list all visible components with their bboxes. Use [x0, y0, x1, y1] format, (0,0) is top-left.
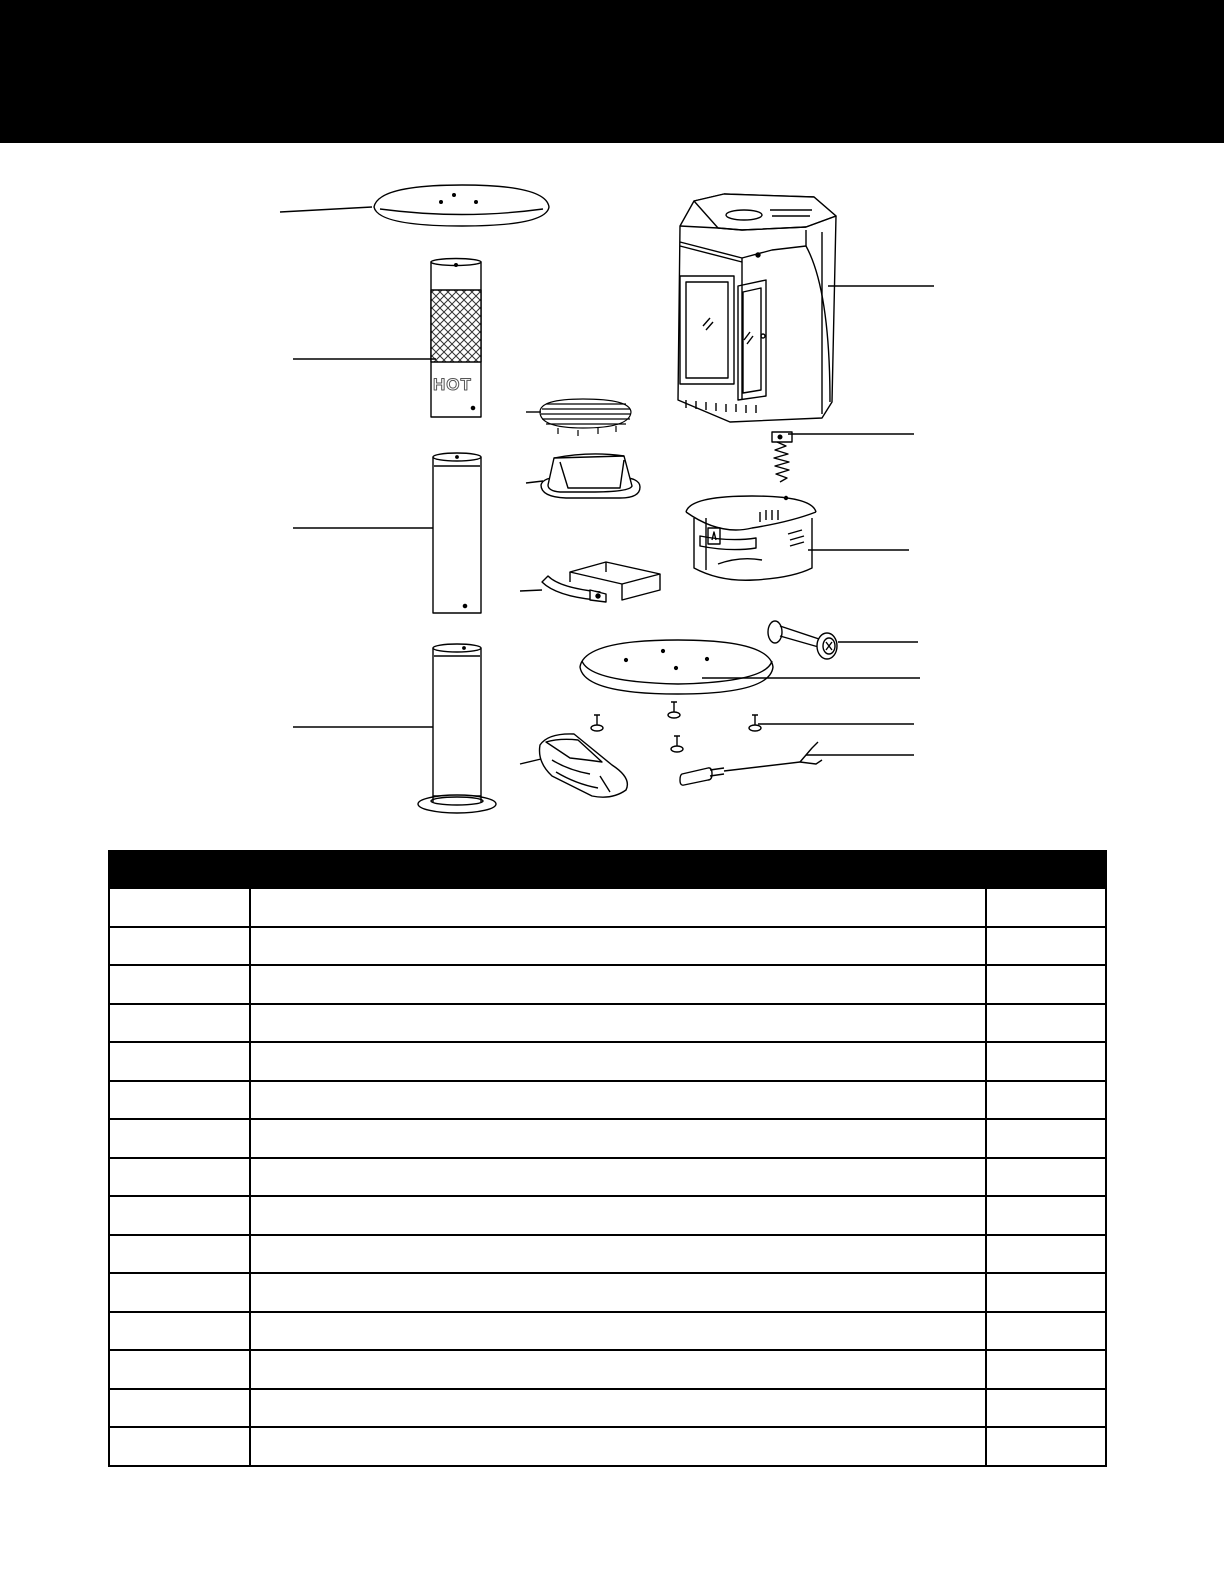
table-row [109, 965, 1106, 1004]
table-row [109, 1273, 1106, 1312]
cell-part-number [109, 1312, 250, 1351]
wheel-axle [768, 621, 837, 659]
table-row [109, 1119, 1106, 1158]
base-plate [580, 640, 773, 694]
igniter-rod [680, 742, 822, 785]
table-header-row [109, 851, 1106, 888]
firebox-housing [678, 194, 836, 422]
parts-table [108, 850, 1107, 1467]
table-row [109, 1389, 1106, 1428]
cell-description [250, 927, 986, 966]
cell-part-number [109, 927, 250, 966]
cell-description [250, 1042, 986, 1081]
parts-diagram [0, 143, 1224, 850]
cell-description [250, 1427, 986, 1466]
igniter-spring [772, 432, 792, 482]
cell-quantity [986, 1427, 1106, 1466]
cell-quantity [986, 1389, 1106, 1428]
cell-part-number [109, 1081, 250, 1120]
cell-part-number [109, 1427, 250, 1466]
cell-description [250, 1350, 986, 1389]
cell-quantity [986, 1119, 1106, 1158]
cell-description [250, 1119, 986, 1158]
middle-tube [433, 453, 481, 613]
cell-quantity [986, 1004, 1106, 1043]
header-band [0, 0, 1224, 143]
cell-description [250, 888, 986, 927]
cell-part-number [109, 1004, 250, 1043]
column-header-description [250, 851, 986, 888]
cell-part-number [109, 965, 250, 1004]
cell-quantity [986, 1196, 1106, 1235]
table-row [109, 1004, 1106, 1043]
cell-quantity [986, 1312, 1106, 1351]
grate [540, 399, 631, 436]
cell-description [250, 1273, 986, 1312]
top-cap [374, 185, 549, 226]
cell-part-number [109, 1350, 250, 1389]
table-row [109, 1427, 1106, 1466]
column-header-part-number [109, 851, 250, 888]
hot-label: HOT [433, 375, 472, 394]
cover-bag [540, 734, 628, 797]
cell-quantity [986, 927, 1106, 966]
leveling-foot [591, 702, 761, 752]
cell-description [250, 1235, 986, 1274]
table-row [109, 1042, 1106, 1081]
cell-quantity [986, 965, 1106, 1004]
bracket [542, 562, 660, 602]
cell-description [250, 1312, 986, 1351]
cell-part-number [109, 1389, 250, 1428]
oval-tray [541, 454, 640, 498]
cell-description [250, 1196, 986, 1235]
cell-description [250, 1004, 986, 1043]
cell-part-number [109, 1273, 250, 1312]
table-row [109, 1312, 1106, 1351]
column-header-quantity [986, 851, 1106, 888]
cell-description [250, 965, 986, 1004]
cell-quantity [986, 1235, 1106, 1274]
table-row [109, 888, 1106, 927]
table-row [109, 1196, 1106, 1235]
bottom-tube [418, 644, 496, 813]
cell-quantity [986, 888, 1106, 927]
table-row [109, 1350, 1106, 1389]
table-row [109, 927, 1106, 966]
cell-quantity [986, 1350, 1106, 1389]
burner-basket [686, 496, 816, 580]
hot-mesh-tube [431, 259, 481, 418]
cell-description [250, 1081, 986, 1120]
cell-part-number [109, 1042, 250, 1081]
table-row [109, 1235, 1106, 1274]
cell-part-number [109, 888, 250, 927]
cell-part-number [109, 1158, 250, 1197]
cell-part-number [109, 1235, 250, 1274]
cell-quantity [986, 1042, 1106, 1081]
cell-part-number [109, 1119, 250, 1158]
cell-quantity [986, 1158, 1106, 1197]
table-row [109, 1081, 1106, 1120]
cell-description [250, 1389, 986, 1428]
cell-description [250, 1158, 986, 1197]
table-row [109, 1158, 1106, 1197]
cell-quantity [986, 1273, 1106, 1312]
cell-quantity [986, 1081, 1106, 1120]
cell-part-number [109, 1196, 250, 1235]
